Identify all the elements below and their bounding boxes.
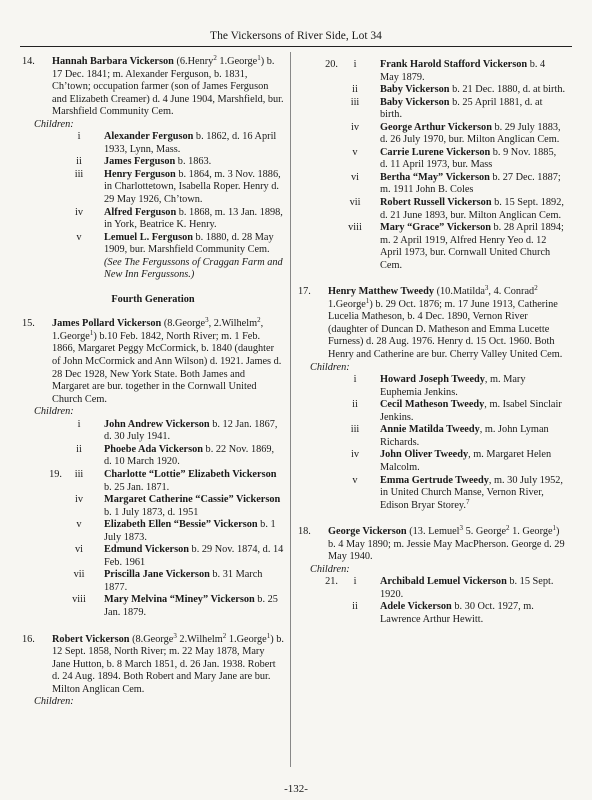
child-name: John Oliver Tweedy xyxy=(380,449,469,461)
child-roman-numeral: vi xyxy=(74,544,83,556)
child-row xyxy=(22,232,284,282)
child-details: , m. Mary Euphemia Jenkins. xyxy=(380,374,526,398)
child-details: b. 1 July 1873. xyxy=(104,519,276,543)
entry-text: (10.Matilda xyxy=(434,286,485,298)
entry-number: 15. xyxy=(22,318,35,330)
child-roman-numeral: ii xyxy=(352,399,358,411)
child-details: b. 29 July 1883, d. 26 July 1970, bur. Milton Anglican Cem. xyxy=(380,121,561,146)
entry-text: (13. Lemuel xyxy=(406,526,460,538)
child-details: b. 21 Dec. 1880, d. at birth. xyxy=(449,84,566,96)
entry-number: 18. xyxy=(298,526,311,538)
entry-text: (8.George xyxy=(161,318,206,330)
child-entry-number: 19. xyxy=(49,468,62,480)
children-label: Children: xyxy=(34,118,74,130)
left-column xyxy=(22,56,284,709)
entry-number: 14. xyxy=(22,56,35,67)
child-roman-numeral: vii xyxy=(73,569,85,581)
entry-17 xyxy=(298,286,566,361)
generation-heading: Fourth Generation xyxy=(111,293,195,305)
child-roman-numeral: iii xyxy=(350,96,360,108)
entry-text: ) b. 29 Oct. 1876; m. 17 June 1913, Catherine Lucelia Matheson, b. 4 Dec. 1890, Vernon River (daughter of Duncan D. Matheson and Emma Lucette Furness) d. 28 Aug. 1976. Henry d. 15 Oct. 1960. Both Henry and Catherine are bur. Cherry Valley United Cem. xyxy=(328,298,563,361)
child-name: Baby Vickerson xyxy=(380,84,450,96)
child-name: Henry Ferguson xyxy=(104,168,176,180)
person-name: Hannah Barbara Vickerson xyxy=(52,56,174,67)
entry-text: , 1.George xyxy=(52,318,264,342)
child-roman-numeral: v xyxy=(352,146,358,158)
child-name: Mary “Grace” Vickerson xyxy=(380,222,491,234)
person-name: George Vickerson xyxy=(328,526,407,538)
generation-sup: 2 xyxy=(222,631,227,640)
child-name: James Ferguson xyxy=(104,156,176,168)
child-row xyxy=(22,131,284,156)
child-row xyxy=(298,399,566,424)
entry-number: 17. xyxy=(298,286,311,298)
child-row xyxy=(298,601,566,626)
child-row xyxy=(22,519,284,544)
entry-text: ) b. 12 Sept. 1858, North River; m. 22 May 1878, Mary Jane Hutton, b. 8 March 1851, d. 26 Jan. 1938. Robert d. 24 Aug. 1894. Both Robert and Mary Jane are bur. Milton Anglican Cem. xyxy=(52,633,284,695)
child-row xyxy=(298,222,566,272)
footnote-sup: 7 xyxy=(466,497,470,506)
child-row xyxy=(298,84,566,97)
generation-sup: 3 xyxy=(459,524,464,533)
child-row xyxy=(298,122,566,147)
child-roman-numeral: v xyxy=(76,519,82,531)
generation-sup: 2 xyxy=(534,284,538,293)
generation-sup: 1 xyxy=(266,631,271,640)
child-row xyxy=(22,469,284,494)
child-name: Archibald Lemuel Vickerson xyxy=(380,576,507,588)
entry-14 xyxy=(22,56,284,119)
child-name: Baby Vickerson xyxy=(380,96,450,108)
header-rule xyxy=(20,46,572,47)
generation-sup: 3 xyxy=(173,631,177,640)
child-row xyxy=(298,59,566,84)
child-name: Alexander Ferguson xyxy=(104,131,194,143)
child-name: Frank Harold Stafford Vickerson xyxy=(380,59,528,70)
entry-text: 1.George xyxy=(328,298,366,310)
child-roman-numeral: ii xyxy=(76,443,82,455)
child-details: b. 4 May 1879. xyxy=(380,59,546,83)
child-name: Mary Melvina “Miney” Vickerson xyxy=(104,594,255,606)
child-details: b. 1864, m. 3 Nov. 1886, in Charlottetown, Isabella Roper. Henry d. 29 May 1926, Ch’town. xyxy=(104,168,281,206)
entry-15 xyxy=(22,318,284,406)
child-roman-numeral: iv xyxy=(350,449,359,461)
entry-18 xyxy=(298,526,566,564)
child-row xyxy=(298,374,566,399)
generation-sup: 1 xyxy=(552,524,557,533)
child-details: b. 22 Nov. 1869, d. 10 March 1920. xyxy=(104,443,275,468)
child-roman-numeral: ii xyxy=(76,156,82,168)
running-header: The Vickersons of River Side, Lot 34 xyxy=(210,30,382,42)
child-name: Edmund Vickerson xyxy=(104,544,189,556)
child-name: John Andrew Vickerson xyxy=(104,418,210,430)
generation-sup: 1 xyxy=(365,296,370,305)
child-name: Bertha “May” Vickerson xyxy=(380,171,490,183)
entry-text: 1.George xyxy=(226,633,267,645)
child-name: Cecil Matheson Tweedy xyxy=(380,399,485,411)
generation-sup: 1 xyxy=(89,328,94,337)
child-name: George Arthur Vickerson xyxy=(380,121,492,133)
child-row xyxy=(298,424,566,449)
children-label: Children: xyxy=(34,406,74,418)
child-roman-numeral: v xyxy=(352,474,358,486)
child-row xyxy=(22,169,284,207)
entry-text: 2.Wilhelm xyxy=(176,633,223,645)
child-name: Howard Joseph Tweedy xyxy=(380,374,485,386)
child-row xyxy=(22,207,284,232)
child-row xyxy=(298,172,566,197)
child-row xyxy=(22,544,284,569)
child-details: b. 15 Sept. 1892, d. 21 June 1893, bur. Milton Anglican Cem. xyxy=(380,197,564,221)
child-name: Elizabeth Ellen “Bessie” Vickerson xyxy=(104,519,258,531)
child-row xyxy=(22,569,284,594)
entry-text: ) b.10 Feb. 1842, North River; m. 1 Feb. 1866, Margaret Peggy McCormick, b. 1840 (daughter of John McCormick and Ann Wilson) d. 1921. James d. 28 Dec 1928, New York State. Both James and Margaret are bur. together in the Cornwall United Church Cem. xyxy=(52,330,282,405)
child-details: , m. John Lyman Richards. xyxy=(380,424,549,448)
child-roman-numeral: iv xyxy=(74,206,83,218)
child-entry-number: 21. xyxy=(325,576,338,588)
child-details: b. 1 July 1873, d. 1951 xyxy=(104,506,199,518)
child-roman-numeral: i xyxy=(77,418,81,430)
child-details: b. 28 April 1894; m. 2 April 1919, Alfred Henry Yeo d. 12 April 1973, bur. Cornwall United Church Cem. xyxy=(380,222,564,271)
person-name: Henry Matthew Tweedy xyxy=(328,286,435,298)
child-details: b. 31 March 1877. xyxy=(104,569,263,593)
child-name: Emma Gertrude Tweedy xyxy=(380,474,489,486)
cross-reference: (See The Fergussons of Craggan Farm and New Inn Fergussons.) xyxy=(104,256,283,281)
child-details: b. 25 April 1881, d. at birth. xyxy=(380,96,543,121)
entry-text: 5. George xyxy=(463,526,507,538)
entry-text: , 2.Wilhelm xyxy=(208,318,258,330)
child-roman-numeral: viii xyxy=(348,222,362,234)
child-roman-numeral: iii xyxy=(350,424,360,436)
child-name: Carrie Lurene Vickerson xyxy=(380,146,491,158)
child-roman-numeral: viii xyxy=(72,594,86,606)
child-roman-numeral: vii xyxy=(349,197,361,209)
child-row xyxy=(22,419,284,444)
child-roman-numeral: iii xyxy=(74,168,84,180)
entry-text: (8.George xyxy=(129,633,174,645)
child-details: b. 30 Oct. 1927, m. Lawrence Arthur Hewitt. xyxy=(380,601,534,625)
child-name: Phoebe Ada Vickerson xyxy=(104,443,203,455)
child-details: b. 1863. xyxy=(175,156,212,168)
children-label: Children: xyxy=(310,361,350,373)
generation-sup: 2 xyxy=(213,54,217,62)
child-name: Margaret Catherine “Cassie” Vickerson xyxy=(104,494,281,506)
child-name: Priscilla Jane Vickerson xyxy=(104,569,210,581)
child-roman-numeral: v xyxy=(76,231,82,243)
child-roman-numeral: iv xyxy=(74,494,83,506)
child-details: b. 15 Sept. 1920. xyxy=(380,576,554,600)
child-details: , m. Isabel Sinclair Jenkins. xyxy=(380,399,562,423)
child-details: , m. 30 July 1952, in United Church Manse, Vernon River, Edison Bryar Storey. xyxy=(380,474,563,511)
generation-sup: 3 xyxy=(205,316,209,325)
child-roman-numeral: i xyxy=(77,131,81,143)
entry-16 xyxy=(22,631,284,697)
child-row xyxy=(22,156,284,169)
children-label: Children: xyxy=(34,696,74,708)
child-roman-numeral: ii xyxy=(352,601,358,613)
child-name: Alfred Ferguson xyxy=(104,206,177,218)
entry-text: (6.Henry xyxy=(173,56,214,67)
child-name: Adele Vickerson xyxy=(380,601,452,613)
generation-sup: 2 xyxy=(506,524,510,533)
child-details: b. 27 Dec. 1887; m. 1911 John B. Coles xyxy=(380,171,561,196)
child-roman-numeral: ii xyxy=(352,84,358,96)
entry-text: 1. George xyxy=(509,526,553,538)
entry-text: ) b. 4 May 1890; m. Jessie May MacPherson. George d. 29 May 1940. xyxy=(328,526,565,563)
generation-sup: 1 xyxy=(257,54,261,62)
child-details: b. 25 Jan. 1871. xyxy=(104,481,170,493)
person-name: James Pollard Vickerson xyxy=(52,318,162,330)
child-name: Lemuel L. Ferguson xyxy=(104,231,193,243)
child-roman-numeral: i xyxy=(353,576,357,588)
entry-text: , 4. Conrad xyxy=(488,286,535,298)
child-row xyxy=(298,449,566,474)
child-row xyxy=(298,147,566,172)
children-label: Children: xyxy=(310,563,350,575)
child-entry-number: 20. xyxy=(325,59,338,70)
child-roman-numeral: i xyxy=(353,59,357,70)
child-name: Robert Russell Vickerson xyxy=(380,197,492,209)
child-row xyxy=(298,97,566,122)
child-details: , m. Margaret Helen Malcolm. xyxy=(380,449,552,473)
column-divider xyxy=(290,52,291,767)
child-name: Charlotte “Lottie” Elizabeth Vickerson xyxy=(104,468,277,480)
child-roman-numeral: i xyxy=(353,374,357,386)
person-name: Robert Vickerson xyxy=(52,633,130,645)
child-details: b. 9 Nov. 1885, d. 11 April 1973, bur. Mass xyxy=(380,146,557,171)
generation-sup: 3 xyxy=(484,284,489,293)
child-row xyxy=(22,494,284,519)
entry-text: 1.George xyxy=(216,56,258,67)
child-row xyxy=(298,197,566,222)
child-name: Annie Matilda Tweedy xyxy=(380,424,480,436)
child-details: b. 1862, d. 16 April 1933, Lynn, Mass. xyxy=(104,131,277,155)
child-details: b. 25 Jan. 1879. xyxy=(104,594,278,618)
child-row xyxy=(298,475,566,513)
generation-sup: 2 xyxy=(257,316,261,325)
child-details: b. 29 Nov. 1874, d. 14 Feb. 1961 xyxy=(104,544,284,568)
child-row xyxy=(22,444,284,469)
child-details: b. 12 Jan. 1867, d. 30 July 1941. xyxy=(104,418,278,443)
right-column xyxy=(298,56,566,627)
child-row xyxy=(298,576,566,601)
child-roman-numeral: vi xyxy=(350,171,359,183)
child-details: b. 1868, m. 13 Jan. 1898, in York, Beatrice K. Henry. xyxy=(104,206,283,231)
entry-number: 16. xyxy=(22,633,35,645)
child-roman-numeral: iv xyxy=(350,121,359,133)
child-details: b. 1880, d. 28 May 1909, bur. Marshfield Community Cem. xyxy=(104,231,274,256)
child-row xyxy=(22,594,284,619)
page-number: -132- xyxy=(284,783,308,795)
child-roman-numeral: iii xyxy=(74,468,84,480)
entry-text: ) b. 17 Dec. 1841; m. Alexander Ferguson, b. 1831, Ch’town; occupation farmer (son of James Ferguson and Elizabeth Creamer) d. 4 June 1904, Marshfield, bur. Marshfield Community Cem. xyxy=(52,56,284,118)
